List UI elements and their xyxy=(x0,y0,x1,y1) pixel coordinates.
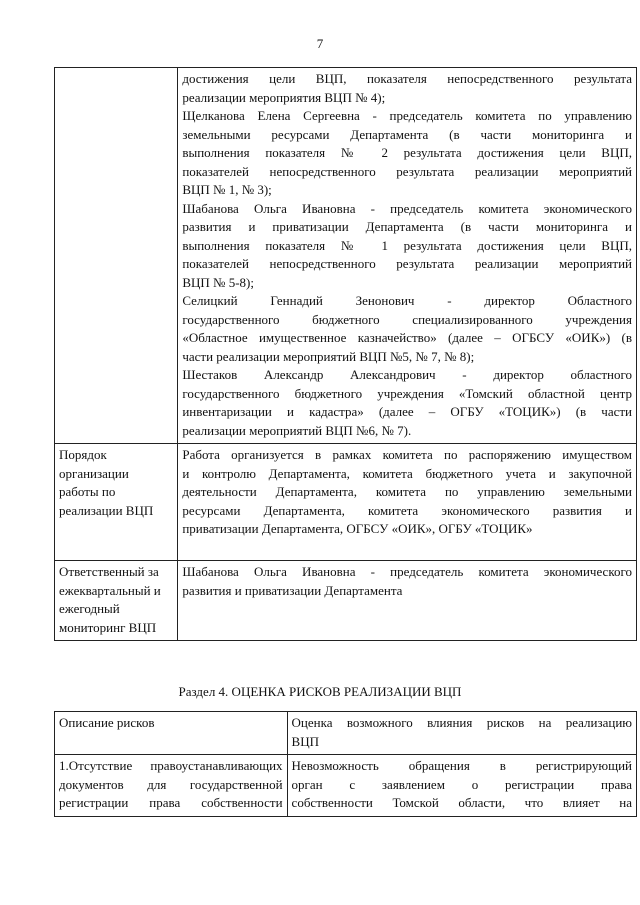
table-header-row xyxy=(55,712,637,755)
text-line: Работа организуется в рамках комитета по распоряжению имуществом xyxy=(182,447,632,462)
text-line: реализации мероприятия ВЦП № 4); xyxy=(182,89,386,105)
column-header xyxy=(55,712,288,755)
text-line: регистрации права собственности xyxy=(59,795,283,810)
header-text: ВЦП xyxy=(291,733,319,749)
text-line: Щелканова Елена Сергеевна - председатель комитета по управлению xyxy=(182,108,632,123)
table-row xyxy=(55,755,637,817)
row-label-cell xyxy=(55,561,178,641)
label-line: ежегодный xyxy=(59,601,120,616)
label-line: Ответственный за xyxy=(59,564,159,579)
risk-description-cell xyxy=(55,755,288,817)
text-line: Шабанова Ольга Ивановна - председатель комитета экономического xyxy=(182,200,632,216)
text-line: достижения цели ВЦП, показателя непосредственного результата xyxy=(182,71,632,86)
label-line: Порядок xyxy=(59,447,107,462)
responsible-persons-cell xyxy=(178,68,637,444)
label-line: работы по xyxy=(59,484,116,499)
label-line: мониторинг ВЦП xyxy=(59,619,157,635)
text-line: Селицкий Геннадий Зенонович - директор Областного xyxy=(182,293,632,308)
text-line: и контролю Департамента, комитета бюджетного учета и закупочной xyxy=(182,465,632,481)
column-header xyxy=(287,712,636,755)
text-line: показателей непосредственного результата реализации мероприятий xyxy=(182,256,632,271)
text-line: 1.Отсутствие правоустанавливающих xyxy=(59,758,283,773)
label-line: реализации ВЦП xyxy=(59,502,154,518)
label-line: ежеквартальный и xyxy=(59,582,161,598)
risk-table xyxy=(54,711,637,817)
text-line: Шабанова Ольга Ивановна - председатель комитета экономического xyxy=(182,564,632,579)
table-row xyxy=(55,561,637,641)
text-line: реализации мероприятий ВЦП №6, № 7). xyxy=(182,422,412,438)
text-line: земельными ресурсами Департамента (в части мониторинга и xyxy=(182,126,632,142)
text-line: документов для государственной xyxy=(59,776,283,792)
blank-line xyxy=(182,539,632,558)
text-line: развития и приватизации Департамента (в части мониторинга и xyxy=(182,219,632,234)
label-line: организации xyxy=(59,465,129,481)
text-line: части реализации мероприятий ВЦП №5, № 7, № 8); xyxy=(182,348,475,364)
row-label-cell xyxy=(55,444,178,561)
text-line: ВЦП № 1, № 3); xyxy=(182,182,272,197)
text-line: ресурсами Департамента, комитета экономического развития и xyxy=(182,502,632,518)
text-line: орган с заявлением о регистрации права xyxy=(291,776,632,792)
header-text: Оценка возможного влияния рисков на реализацию xyxy=(291,715,632,730)
text-line: развития и приватизации Департамента xyxy=(182,582,403,598)
text-line: выполнения показателя № 2 результата достижения цели ВЦП, xyxy=(182,145,632,160)
text-line: Шестаков Александр Александрович - директор областного xyxy=(182,367,632,382)
text-line: ВЦП № 5-8); xyxy=(182,274,254,290)
text-line: государственного бюджетного учреждения «Томский областной центр xyxy=(182,385,632,401)
text-line: Невозможность обращения в регистрирующий xyxy=(291,758,632,773)
table-cell-empty xyxy=(55,68,178,444)
text-line: деятельности Департамента, комитета по управлению земельными xyxy=(182,484,632,499)
text-line: инвентаризации и кадастра» (далее – ОГБУ «ТОЦИК») (в части xyxy=(182,404,632,419)
header-text: Описание рисков xyxy=(59,715,155,730)
responsibility-table xyxy=(54,67,637,641)
text-line: приватизации Департамента, ОГБСУ «ОИК», ОГБУ «ТОЦИК» xyxy=(182,521,533,536)
section-title: Раздел 4. ОЦЕНКА РИСКОВ РЕАЛИЗАЦИИ ВЦП xyxy=(178,684,462,699)
table-row xyxy=(55,68,637,444)
table-row xyxy=(55,444,637,561)
text-line: собственности Томской области, что влияет на xyxy=(291,795,632,810)
text-line: выполнения показателя № 1 результата достижения цели ВЦП, xyxy=(182,237,632,253)
page-number: 7 xyxy=(316,36,324,51)
risk-impact-cell xyxy=(287,755,636,817)
work-order-cell xyxy=(178,444,637,561)
text-line: «Областное имущественное казначейство» (далее – ОГБСУ «ОИК») (в xyxy=(182,330,632,345)
text-line: показателей непосредственного результата реализации мероприятий xyxy=(182,163,632,179)
monitoring-responsible-cell xyxy=(178,561,637,641)
text-line: государственного бюджетного специализированного учреждения xyxy=(182,311,632,327)
